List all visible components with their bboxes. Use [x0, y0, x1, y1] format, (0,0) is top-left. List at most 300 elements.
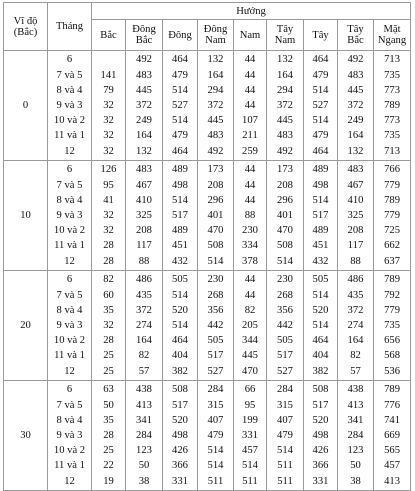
month-cell: 9 và 3	[48, 98, 92, 113]
value-cell: 514	[304, 193, 338, 208]
value-cell: 82	[92, 271, 126, 289]
value-cell: 331	[234, 428, 267, 443]
value-cell: 57	[126, 363, 163, 381]
value-cell: 315	[267, 398, 304, 413]
value-cell: 479	[304, 128, 338, 143]
table-row	[4, 83, 411, 98]
value-cell: 410	[338, 193, 374, 208]
value-cell: 514	[198, 253, 234, 271]
table-row	[4, 303, 411, 318]
direction-column-header	[338, 20, 374, 51]
direction-column-header	[234, 20, 267, 51]
value-cell: 41	[92, 193, 126, 208]
value-cell: 404	[304, 348, 338, 363]
value-cell: 132	[338, 143, 374, 161]
value-cell: 483	[267, 128, 304, 143]
value-cell: 366	[304, 458, 338, 473]
value-cell: 28	[92, 238, 126, 253]
value-cell: 489	[163, 223, 198, 238]
value-cell: 249	[126, 113, 163, 128]
value-cell: 50	[92, 398, 126, 413]
data-table-container	[3, 2, 410, 487]
value-cell: 274	[338, 318, 374, 333]
value-cell: 464	[304, 333, 338, 348]
value-cell: 483	[338, 161, 374, 179]
value-cell: 32	[92, 98, 126, 113]
value-cell: 341	[126, 413, 163, 428]
value-cell: 536	[374, 363, 411, 381]
value-cell: 773	[374, 113, 411, 128]
value-cell: 505	[198, 333, 234, 348]
table-row	[4, 238, 411, 253]
table-row	[4, 333, 411, 348]
value-cell: 445	[338, 83, 374, 98]
value-cell: 117	[126, 238, 163, 253]
value-cell: 735	[374, 128, 411, 143]
value-cell: 773	[374, 83, 411, 98]
latitude-header	[4, 3, 48, 51]
value-cell: 432	[304, 253, 338, 271]
table-row	[4, 398, 411, 413]
value-cell: 32	[92, 143, 126, 161]
value-cell: 44	[234, 98, 267, 113]
value-cell: 259	[234, 143, 267, 161]
value-cell: 230	[198, 271, 234, 289]
value-cell: 132	[198, 51, 234, 69]
value-cell: 294	[267, 83, 304, 98]
value-cell: 505	[163, 271, 198, 289]
month-cell: 8 và 4	[48, 303, 92, 318]
table-row	[4, 363, 411, 381]
table-body	[4, 51, 411, 491]
direction-label-line1: Tây	[312, 29, 329, 41]
table-row	[4, 113, 411, 128]
value-cell: 483	[338, 68, 374, 83]
value-cell: 451	[163, 238, 198, 253]
value-cell: 372	[267, 98, 304, 113]
month-cell: 9 và 3	[48, 208, 92, 223]
value-cell: 789	[374, 271, 411, 289]
value-cell: 789	[374, 381, 411, 399]
month-cell: 6	[48, 161, 92, 179]
value-cell: 486	[338, 271, 374, 289]
table-row	[4, 473, 411, 491]
month-cell: 10 và 2	[48, 223, 92, 238]
value-cell: 88	[126, 253, 163, 271]
table-row	[4, 178, 411, 193]
value-cell	[92, 51, 126, 69]
value-cell: 407	[267, 413, 304, 428]
value-cell: 401	[267, 208, 304, 223]
value-cell: 296	[198, 193, 234, 208]
value-cell: 457	[234, 443, 267, 458]
month-cell: 11 và 1	[48, 238, 92, 253]
value-cell: 520	[304, 413, 338, 428]
value-cell: 467	[126, 178, 163, 193]
value-cell: 492	[338, 51, 374, 69]
month-cell: 8 và 4	[48, 413, 92, 428]
table-row	[4, 253, 411, 271]
table-header	[4, 3, 411, 51]
latitude-header-line2: (Bắc)	[13, 26, 38, 38]
month-cell: 6	[48, 51, 92, 69]
value-cell: 325	[126, 208, 163, 223]
month-cell: 6	[48, 271, 92, 289]
month-cell: 7 và 5	[48, 178, 92, 193]
value-cell: 514	[163, 193, 198, 208]
latitude-cell: 10	[4, 161, 48, 271]
direction-header: Hướng	[92, 3, 411, 20]
value-cell: 445	[234, 348, 267, 363]
value-cell: 82	[126, 348, 163, 363]
value-cell: 514	[198, 458, 234, 473]
value-cell: 792	[374, 288, 411, 303]
value-cell: 505	[267, 333, 304, 348]
value-cell: 505	[304, 271, 338, 289]
direction-column-header	[92, 20, 126, 51]
value-cell: 517	[304, 398, 338, 413]
value-cell: 489	[163, 161, 198, 179]
table-row	[4, 413, 411, 428]
value-cell: 164	[198, 68, 234, 83]
value-cell: 486	[126, 271, 163, 289]
value-cell: 662	[374, 238, 411, 253]
value-cell: 735	[374, 318, 411, 333]
value-cell: 22	[92, 458, 126, 473]
value-cell: 230	[267, 271, 304, 289]
direction-column-header	[163, 20, 198, 51]
month-cell: 10 và 2	[48, 333, 92, 348]
value-cell: 268	[198, 288, 234, 303]
value-cell: 432	[163, 253, 198, 271]
value-cell: 57	[338, 363, 374, 381]
value-cell: 208	[267, 178, 304, 193]
value-cell: 479	[163, 128, 198, 143]
value-cell: 779	[374, 303, 411, 318]
value-cell: 294	[198, 83, 234, 98]
value-cell: 356	[267, 303, 304, 318]
value-cell: 508	[198, 238, 234, 253]
month-cell: 9 và 3	[48, 318, 92, 333]
value-cell: 95	[92, 178, 126, 193]
value-cell: 470	[198, 223, 234, 238]
value-cell: 35	[92, 413, 126, 428]
value-cell: 489	[304, 161, 338, 179]
value-cell: 107	[234, 113, 267, 128]
value-cell: 284	[198, 381, 234, 399]
value-cell: 511	[267, 473, 304, 491]
month-cell: 7 và 5	[48, 68, 92, 83]
value-cell: 79	[92, 83, 126, 98]
value-cell: 766	[374, 161, 411, 179]
table-row	[4, 381, 411, 399]
direction-column-header	[267, 20, 304, 51]
value-cell: 164	[338, 128, 374, 143]
month-cell: 8 và 4	[48, 193, 92, 208]
value-cell: 378	[234, 253, 267, 271]
value-cell: 88	[338, 253, 374, 271]
value-cell: 173	[198, 161, 234, 179]
month-cell: 11 và 1	[48, 458, 92, 473]
value-cell: 464	[304, 51, 338, 69]
value-cell: 426	[163, 443, 198, 458]
value-cell: 407	[198, 413, 234, 428]
value-cell: 32	[92, 113, 126, 128]
value-cell: 511	[234, 473, 267, 491]
value-cell: 141	[92, 68, 126, 83]
latitude-cell: 20	[4, 271, 48, 381]
value-cell: 445	[126, 83, 163, 98]
value-cell: 63	[92, 381, 126, 399]
value-cell: 164	[126, 333, 163, 348]
direction-label-line2: Nam	[274, 35, 296, 46]
value-cell: 514	[304, 113, 338, 128]
direction-label-line2: Ngang	[377, 35, 407, 46]
month-cell: 10 và 2	[48, 443, 92, 458]
value-cell: 776	[374, 398, 411, 413]
table-row	[4, 208, 411, 223]
value-cell: 274	[126, 318, 163, 333]
month-cell: 8 và 4	[48, 83, 92, 98]
value-cell: 470	[267, 223, 304, 238]
latitude-header-line1: Vĩ độ	[13, 15, 38, 27]
value-cell: 514	[267, 253, 304, 271]
month-cell: 7 và 5	[48, 398, 92, 413]
value-cell: 44	[234, 161, 267, 179]
value-cell: 779	[374, 178, 411, 193]
value-cell: 35	[92, 303, 126, 318]
value-cell: 44	[234, 193, 267, 208]
value-cell: 451	[304, 238, 338, 253]
value-cell: 44	[234, 271, 267, 289]
solar-radiation-table	[3, 2, 411, 491]
latitude-cell: 0	[4, 51, 48, 161]
value-cell: 514	[163, 113, 198, 128]
table-row	[4, 348, 411, 363]
value-cell: 508	[304, 381, 338, 399]
month-cell: 6	[48, 381, 92, 399]
value-cell: 117	[338, 238, 374, 253]
value-cell: 315	[198, 398, 234, 413]
value-cell: 331	[163, 473, 198, 491]
value-cell: 438	[338, 381, 374, 399]
value-cell: 464	[163, 143, 198, 161]
value-cell: 514	[163, 288, 198, 303]
value-cell: 413	[126, 398, 163, 413]
value-cell: 164	[267, 68, 304, 83]
value-cell: 508	[163, 381, 198, 399]
value-cell: 32	[92, 318, 126, 333]
value-cell: 445	[267, 113, 304, 128]
value-cell: 331	[304, 473, 338, 491]
table-row	[4, 51, 411, 69]
value-cell: 66	[234, 381, 267, 399]
value-cell: 514	[304, 83, 338, 98]
value-cell: 527	[198, 363, 234, 381]
value-cell: 32	[92, 208, 126, 223]
value-cell: 479	[267, 428, 304, 443]
value-cell: 442	[267, 318, 304, 333]
month-cell: 12	[48, 363, 92, 381]
value-cell: 517	[198, 348, 234, 363]
value-cell: 25	[92, 363, 126, 381]
value-cell: 88	[234, 208, 267, 223]
value-cell: 344	[234, 333, 267, 348]
value-cell: 789	[374, 98, 411, 113]
value-cell: 517	[267, 348, 304, 363]
value-cell: 669	[374, 428, 411, 443]
value-cell: 464	[163, 333, 198, 348]
value-cell: 741	[374, 413, 411, 428]
value-cell: 284	[338, 428, 374, 443]
value-cell: 511	[198, 473, 234, 491]
value-cell: 38	[126, 473, 163, 491]
month-header: Tháng	[48, 3, 92, 51]
value-cell: 779	[374, 208, 411, 223]
value-cell: 457	[374, 458, 411, 473]
value-cell: 341	[338, 413, 374, 428]
value-cell: 464	[163, 51, 198, 69]
value-cell: 514	[304, 288, 338, 303]
month-cell: 12	[48, 473, 92, 491]
value-cell: 492	[198, 143, 234, 161]
month-cell: 12	[48, 143, 92, 161]
value-cell: 334	[234, 238, 267, 253]
value-cell: 230	[234, 223, 267, 238]
value-cell: 50	[338, 458, 374, 473]
value-cell: 514	[163, 318, 198, 333]
value-cell: 25	[92, 443, 126, 458]
value-cell: 95	[234, 398, 267, 413]
value-cell: 372	[338, 98, 374, 113]
value-cell: 498	[304, 178, 338, 193]
value-cell: 479	[163, 68, 198, 83]
direction-label-line1: Tây	[347, 24, 364, 35]
value-cell: 82	[234, 303, 267, 318]
value-cell: 268	[267, 288, 304, 303]
value-cell: 498	[304, 428, 338, 443]
value-cell: 789	[374, 193, 411, 208]
value-cell: 205	[234, 318, 267, 333]
table-row	[4, 193, 411, 208]
value-cell: 366	[163, 458, 198, 473]
value-cell: 464	[304, 143, 338, 161]
value-cell: 19	[92, 473, 126, 491]
direction-label-line1: Nam	[239, 29, 261, 41]
value-cell: 32	[92, 223, 126, 238]
month-cell: 10 và 2	[48, 113, 92, 128]
value-cell: 520	[163, 303, 198, 318]
value-cell: 211	[234, 128, 267, 143]
value-cell: 382	[163, 363, 198, 381]
value-cell: 404	[163, 348, 198, 363]
value-cell: 511	[267, 458, 304, 473]
value-cell: 517	[163, 208, 198, 223]
value-cell: 498	[163, 178, 198, 193]
value-cell: 44	[234, 178, 267, 193]
direction-column-header	[126, 20, 163, 51]
value-cell: 413	[338, 398, 374, 413]
value-cell: 656	[374, 333, 411, 348]
value-cell: 514	[267, 443, 304, 458]
value-cell: 637	[374, 253, 411, 271]
value-cell: 28	[92, 253, 126, 271]
value-cell: 483	[126, 68, 163, 83]
value-cell: 492	[126, 51, 163, 69]
value-cell: 25	[92, 348, 126, 363]
latitude-cell: 30	[4, 381, 48, 491]
value-cell: 442	[198, 318, 234, 333]
table-row	[4, 223, 411, 238]
value-cell: 296	[267, 193, 304, 208]
value-cell: 435	[338, 288, 374, 303]
value-cell: 60	[92, 288, 126, 303]
value-cell: 489	[304, 223, 338, 238]
value-cell: 514	[234, 458, 267, 473]
value-cell: 28	[92, 333, 126, 348]
value-cell: 372	[338, 303, 374, 318]
value-cell: 123	[338, 443, 374, 458]
direction-column-header	[198, 20, 234, 51]
month-cell: 9 và 3	[48, 428, 92, 443]
value-cell: 410	[126, 193, 163, 208]
value-cell: 173	[267, 161, 304, 179]
direction-label-line2: Bắc	[135, 35, 153, 46]
direction-label-line1: Mặt	[383, 24, 401, 35]
value-cell: 249	[338, 113, 374, 128]
value-cell: 725	[374, 223, 411, 238]
value-cell: 50	[126, 458, 163, 473]
value-cell: 435	[126, 288, 163, 303]
value-cell: 565	[374, 443, 411, 458]
value-cell: 208	[198, 178, 234, 193]
value-cell: 517	[163, 398, 198, 413]
value-cell: 356	[198, 303, 234, 318]
value-cell: 372	[126, 98, 163, 113]
value-cell: 508	[267, 238, 304, 253]
value-cell: 325	[338, 208, 374, 223]
value-cell: 126	[92, 161, 126, 179]
value-cell: 82	[338, 348, 374, 363]
value-cell: 492	[267, 143, 304, 161]
value-cell: 28	[92, 428, 126, 443]
value-cell: 527	[304, 98, 338, 113]
table-row	[4, 143, 411, 161]
value-cell: 132	[267, 51, 304, 69]
value-cell: 284	[126, 428, 163, 443]
value-cell: 527	[267, 363, 304, 381]
direction-column-header	[304, 20, 338, 51]
direction-label-line1: Đông	[132, 24, 156, 35]
value-cell: 514	[198, 443, 234, 458]
value-cell: 123	[126, 443, 163, 458]
table-row	[4, 98, 411, 113]
value-cell: 498	[163, 428, 198, 443]
value-cell: 483	[198, 128, 234, 143]
table-row	[4, 68, 411, 83]
value-cell: 445	[198, 113, 234, 128]
value-cell: 517	[304, 208, 338, 223]
value-cell: 164	[338, 333, 374, 348]
direction-label-line1: Đông	[168, 29, 192, 41]
value-cell: 735	[374, 68, 411, 83]
month-cell: 12	[48, 253, 92, 271]
value-cell: 284	[267, 381, 304, 399]
value-cell: 527	[163, 98, 198, 113]
value-cell: 372	[198, 98, 234, 113]
table-row	[4, 161, 411, 179]
table-row	[4, 458, 411, 473]
